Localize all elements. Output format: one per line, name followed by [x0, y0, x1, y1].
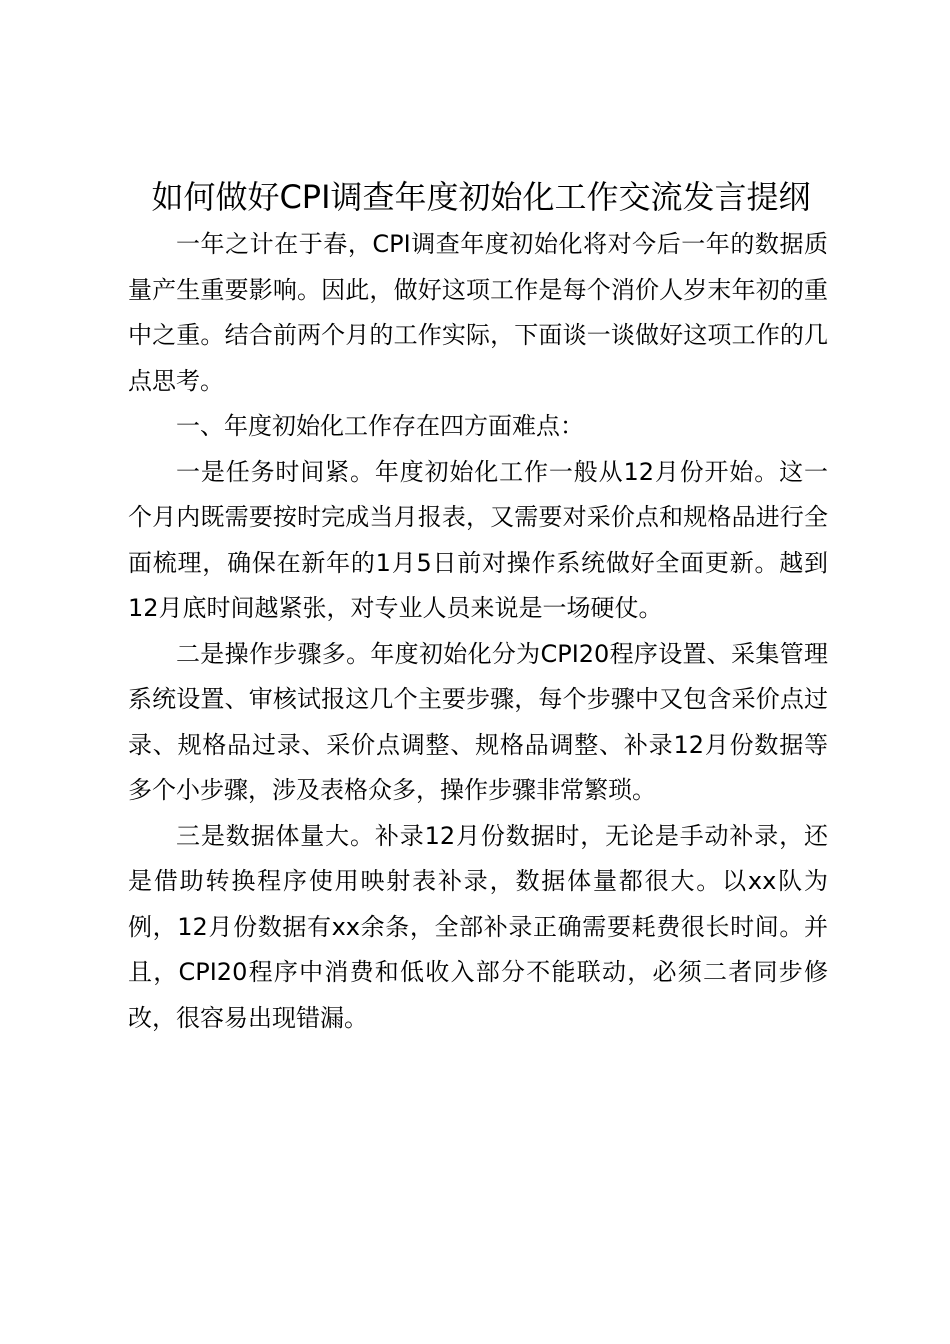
section-heading: 一、年度初始化工作存在四方面难点：: [176, 412, 584, 440]
point-one-paragraph: 一是任务时间紧。年度初始化工作一般从12月份开始。这一个月内既需要按时完成当月报表，又需要对采价点和规格品进行全面梳理，确保在新年的1月5日前对操作系统做好全面更新。越到12月底时间越紧张，对专业人员来说是一场硬仗。: [128, 457, 828, 622]
document-page: [128, 172, 828, 1041]
document-title: 如何做好CPI调查年度初始化工作交流发言提纲: [151, 178, 811, 216]
point-three-paragraph: 三是数据体量大。补录12月份数据时，无论是手动补录，还是借助转换程序使用映射表补录，数据体量都很大。以xx队为例，12月份数据有xx余条，全部补录正确需要耗费很长时间。并且，CPI20程序中消费和低收入部分不能联动，必须二者同步修改，很容易出现错漏。: [128, 821, 828, 1032]
point-two-paragraph: 二是操作步骤多。年度初始化分为CPI20程序设置、采集管理系统设置、审核试报这几个主要步骤，每个步骤中又包含采价点过录、规格品过录、采价点调整、规格品调整、补录12月份数据等多个小步骤，涉及表格众多，操作步骤非常繁琐。: [128, 639, 828, 804]
intro-paragraph: 一年之计在于春，CPI调查年度初始化将对今后一年的数据质量产生重要影响。因此，做好这项工作是每个消价人岁末年初的重中之重。结合前两个月的工作实际，下面谈一谈做好这项工作的几点思考。: [128, 230, 828, 395]
